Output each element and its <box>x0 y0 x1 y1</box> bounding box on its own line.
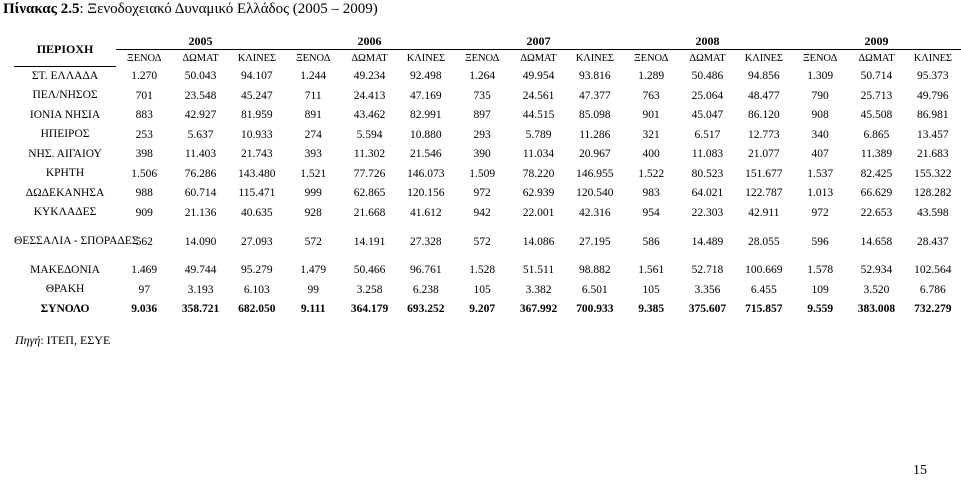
value-cell: 1.309 <box>807 70 834 82</box>
value-cell: 883 <box>135 109 153 122</box>
value-cell: 6.786 <box>919 283 946 296</box>
value-cell: 43.462 <box>353 109 386 122</box>
value-cell: 5.789 <box>525 128 552 141</box>
table-body <box>14 66 961 319</box>
value-cell: 375.607 <box>688 303 727 316</box>
subheader-cell: ΚΛΙΝΕΣ <box>575 52 614 64</box>
value-cell: 50.486 <box>691 70 724 82</box>
value-cell: 6.865 <box>863 128 890 141</box>
value-cell: 28.055 <box>748 235 780 248</box>
value-cell: 21.683 <box>917 148 949 161</box>
value-cell: 562 <box>135 235 153 248</box>
value-cell: 3.193 <box>187 283 214 296</box>
value-cell: 321 <box>642 128 660 141</box>
value-cell: 27.328 <box>410 235 442 248</box>
value-cell: 109 <box>811 283 829 296</box>
value-cell: 41.612 <box>410 206 442 219</box>
hotel-capacity-table <box>14 34 961 319</box>
page-number: 15 <box>913 463 927 478</box>
value-cell: 120.540 <box>576 187 614 200</box>
region-cell: ΜΑΚΕΔΟΝΙΑ <box>30 263 100 276</box>
value-cell: 3.356 <box>694 283 721 296</box>
value-cell: 983 <box>642 187 660 200</box>
region-column-header: ΠΕΡΙΟΧΗ <box>14 34 116 66</box>
subheader-cell: ΞΕΝΟΔ <box>296 52 331 64</box>
region-cell: ΗΠΕΙΡΟΣ <box>40 128 90 141</box>
value-cell: 23.548 <box>184 89 217 102</box>
subheader-cell: ΚΛΙΝΕΣ <box>406 52 445 64</box>
value-cell: 45.047 <box>691 109 724 122</box>
source-text: : ΙΤΕΠ, ΕΣΥΕ <box>40 333 111 347</box>
value-cell: 22.001 <box>522 206 555 219</box>
value-cell: 77.726 <box>353 167 386 180</box>
value-cell: 9.036 <box>131 303 158 316</box>
value-cell: 115.471 <box>238 187 276 200</box>
value-cell: 60.714 <box>184 187 217 200</box>
value-cell: 390 <box>473 148 491 161</box>
value-cell: 151.677 <box>745 167 783 180</box>
value-cell: 78.220 <box>522 167 555 180</box>
value-cell: 102.564 <box>914 264 952 277</box>
table-row <box>14 106 961 126</box>
value-cell: 97 <box>138 283 150 296</box>
value-cell: 100.669 <box>745 264 783 277</box>
value-cell: 64.021 <box>691 187 724 200</box>
value-cell: 9.207 <box>469 303 496 316</box>
table-title-label: Πίνακας 2.5 <box>3 1 80 17</box>
value-cell: 586 <box>642 235 660 248</box>
value-cell: 9.111 <box>300 303 326 316</box>
value-cell: 6.238 <box>412 283 439 296</box>
region-cell: ΔΩΔΕΚΑΝΗΣΑ <box>25 186 105 199</box>
value-cell: 52.934 <box>860 264 893 277</box>
year-header: 2008 <box>623 34 792 50</box>
value-cell: 95.373 <box>917 70 949 82</box>
table-title-text: : Ξενοδοχειακό Δυναμικό Ελλάδος (2005 – 2009) <box>79 1 378 17</box>
value-cell: 94.107 <box>241 70 273 82</box>
value-cell: 901 <box>642 109 660 122</box>
value-cell: 11.302 <box>353 148 386 161</box>
value-cell: 76.286 <box>184 167 217 180</box>
table-row <box>14 280 961 300</box>
value-cell: 572 <box>304 235 322 248</box>
value-cell: 400 <box>642 148 660 161</box>
value-cell: 80.523 <box>691 167 724 180</box>
value-cell: 9.559 <box>807 303 834 316</box>
value-cell: 9.385 <box>638 303 665 316</box>
value-cell: 105 <box>473 283 491 296</box>
value-cell: 98.882 <box>579 264 611 277</box>
subheader-cell: ΞΕΝΟΔ <box>465 52 500 64</box>
value-cell: 45.247 <box>241 89 273 102</box>
value-cell: 42.911 <box>748 206 780 219</box>
table-row <box>14 203 961 223</box>
value-cell: 155.322 <box>914 167 952 180</box>
value-cell: 11.389 <box>860 148 893 161</box>
value-cell: 891 <box>304 109 322 122</box>
value-cell: 86.120 <box>748 109 780 122</box>
value-cell: 954 <box>642 206 660 219</box>
value-cell: 711 <box>304 89 322 102</box>
value-cell: 732.279 <box>914 303 952 316</box>
value-cell: 14.090 <box>184 235 217 248</box>
value-cell: 13.457 <box>917 128 949 141</box>
value-cell: 22.303 <box>691 206 724 219</box>
value-cell: 1.264 <box>469 70 496 82</box>
table-title <box>3 0 378 19</box>
value-cell: 700.933 <box>576 303 614 316</box>
value-cell: 682.050 <box>238 303 276 316</box>
value-cell: 49.234 <box>353 70 386 82</box>
value-cell: 393 <box>304 148 322 161</box>
table-row <box>14 125 961 145</box>
value-cell: 85.098 <box>579 109 611 122</box>
value-cell: 62.939 <box>522 187 555 200</box>
value-cell: 358.721 <box>181 303 220 316</box>
value-cell: 82.425 <box>860 167 893 180</box>
value-cell: 928 <box>304 206 322 219</box>
value-cell: 11.286 <box>579 128 611 141</box>
value-cell: 10.880 <box>410 128 442 141</box>
value-cell: 24.561 <box>522 89 555 102</box>
value-cell: 398 <box>135 148 153 161</box>
value-cell: 86.981 <box>917 109 949 122</box>
value-cell: 21.743 <box>241 148 273 161</box>
value-cell: 908 <box>811 109 829 122</box>
value-cell: 988 <box>135 187 153 200</box>
region-cell: ΠΕΛ/ΝΗΣΟΣ <box>32 89 98 102</box>
table-row <box>14 164 961 184</box>
subheader-cell: ΚΛΙΝΕΣ <box>237 52 276 64</box>
value-cell: 364.179 <box>350 303 389 316</box>
region-cell: ΣΥΝΟΛΟ <box>40 302 90 315</box>
subheader-cell: ΔΩΜΑΤ <box>858 52 895 64</box>
value-cell: 122.787 <box>745 187 783 200</box>
value-cell: 3.258 <box>356 283 383 296</box>
subheader-cell: ΞΕΝΟΔ <box>802 52 838 64</box>
region-cell: ΘΕΣΣΑΛΙΑ - ΣΠΟΡΑΔΕΣ <box>14 235 139 247</box>
value-cell: 790 <box>811 89 829 102</box>
region-cell: ΝΗΣ. ΑΙΓΑΙΟΥ <box>28 147 102 160</box>
value-cell: 909 <box>135 206 153 219</box>
year-header-row <box>14 34 961 50</box>
value-cell: 40.635 <box>241 206 273 219</box>
subheader-cell: ΔΩΜΑΤ <box>520 52 557 64</box>
value-cell: 50.043 <box>184 70 217 82</box>
value-cell: 340 <box>811 128 829 141</box>
value-cell: 96.761 <box>410 264 442 277</box>
value-cell: 12.773 <box>748 128 780 141</box>
subheader-cell: ΞΕΝΟΔ <box>127 52 162 64</box>
value-cell: 94.856 <box>748 70 780 82</box>
value-cell: 1.289 <box>638 70 665 82</box>
value-cell: 5.637 <box>187 128 214 141</box>
value-cell: 6.501 <box>581 283 608 296</box>
value-cell: 999 <box>304 187 322 200</box>
value-cell: 24.413 <box>353 89 386 102</box>
value-cell: 143.480 <box>238 167 276 180</box>
year-header: 2006 <box>285 34 454 50</box>
value-cell: 1.537 <box>807 167 834 180</box>
value-cell: 6.455 <box>750 283 777 296</box>
value-cell: 14.086 <box>522 235 555 248</box>
value-cell: 92.498 <box>410 70 442 82</box>
value-cell: 1.469 <box>131 264 158 277</box>
table-row <box>14 145 961 165</box>
value-cell: 942 <box>473 206 491 219</box>
value-cell: 701 <box>135 89 153 102</box>
region-cell: ΙΟΝΙΑ ΝΗΣΙΑ <box>29 108 101 121</box>
value-cell: 45.508 <box>860 109 893 122</box>
value-cell: 407 <box>811 148 829 161</box>
value-cell: 274 <box>304 128 322 141</box>
value-cell: 21.136 <box>184 206 217 219</box>
value-cell: 93.816 <box>579 70 611 82</box>
value-cell: 897 <box>473 109 491 122</box>
subheader-cell: ΔΩΜΑΤ <box>182 52 219 64</box>
value-cell: 27.093 <box>241 235 273 248</box>
value-cell: 1.561 <box>638 264 665 277</box>
source-note <box>15 333 110 348</box>
table-row <box>14 86 961 106</box>
table-row <box>14 66 961 86</box>
value-cell: 3.382 <box>525 283 552 296</box>
value-cell: 51.511 <box>522 264 555 277</box>
subheader-cell: ΔΩΜΑΤ <box>689 52 726 64</box>
value-cell: 120.156 <box>407 187 445 200</box>
value-cell: 11.083 <box>691 148 724 161</box>
value-cell: 253 <box>135 128 153 141</box>
value-cell: 367.992 <box>519 303 558 316</box>
value-cell: 49.744 <box>184 264 217 277</box>
value-cell: 146.073 <box>407 167 445 180</box>
value-cell: 1.521 <box>300 167 327 180</box>
value-cell: 1.528 <box>469 264 496 277</box>
year-header: 2009 <box>792 34 961 50</box>
subheader-row <box>14 50 961 67</box>
value-cell: 128.282 <box>914 187 952 200</box>
value-cell: 25.064 <box>691 89 724 102</box>
region-cell: ΘΡΑΚΗ <box>45 283 85 296</box>
year-header: 2007 <box>454 34 623 50</box>
table-row <box>14 223 961 261</box>
region-cell: ΚΥΚΛΑΔΕΣ <box>33 206 97 219</box>
value-cell: 49.796 <box>917 89 949 102</box>
value-cell: 693.252 <box>407 303 445 316</box>
value-cell: 10.933 <box>241 128 273 141</box>
subheader-cell: ΞΕΝΟΔ <box>634 52 669 64</box>
value-cell: 28.437 <box>917 235 949 248</box>
value-cell: 50.714 <box>860 70 893 82</box>
table-row <box>14 300 961 320</box>
value-cell: 596 <box>811 235 829 248</box>
value-cell: 48.477 <box>748 89 780 102</box>
year-header: 2005 <box>116 34 285 50</box>
subheader-cell: ΚΛΙΝΕΣ <box>913 52 952 64</box>
source-label: Πηγή <box>15 333 41 347</box>
value-cell: 14.191 <box>353 235 386 248</box>
value-cell: 763 <box>642 89 660 102</box>
value-cell: 572 <box>473 235 491 248</box>
value-cell: 82.991 <box>410 109 442 122</box>
value-cell: 21.077 <box>748 148 780 161</box>
value-cell: 972 <box>811 206 829 219</box>
value-cell: 21.546 <box>410 148 442 161</box>
subheader-cell: ΚΛΙΝΕΣ <box>744 52 783 64</box>
value-cell: 99 <box>307 283 319 296</box>
table-row <box>14 184 961 204</box>
value-cell: 383.008 <box>857 303 896 316</box>
region-cell: ΚΡΗΤΗ <box>45 167 85 180</box>
value-cell: 14.489 <box>691 235 724 248</box>
value-cell: 972 <box>473 187 491 200</box>
value-cell: 1.506 <box>131 167 158 180</box>
value-cell: 146.955 <box>576 167 614 180</box>
value-cell: 1.509 <box>469 167 496 180</box>
value-cell: 27.195 <box>579 235 611 248</box>
value-cell: 47.169 <box>410 89 442 102</box>
value-cell: 22.653 <box>860 206 893 219</box>
value-cell: 43.598 <box>917 206 949 219</box>
value-cell: 52.718 <box>691 264 724 277</box>
value-cell: 20.967 <box>579 148 611 161</box>
value-cell: 21.668 <box>353 206 386 219</box>
value-cell: 5.594 <box>356 128 383 141</box>
value-cell: 95.279 <box>241 264 273 277</box>
value-cell: 3.520 <box>863 283 890 296</box>
value-cell: 1.578 <box>807 264 834 277</box>
value-cell: 49.954 <box>522 70 555 82</box>
subheader-cell: ΔΩΜΑΤ <box>351 52 388 64</box>
value-cell: 42.316 <box>579 206 611 219</box>
value-cell: 11.403 <box>184 148 217 161</box>
value-cell: 11.034 <box>522 148 555 161</box>
value-cell: 62.865 <box>353 187 386 200</box>
value-cell: 47.377 <box>579 89 611 102</box>
value-cell: 1.270 <box>131 70 158 82</box>
value-cell: 66.629 <box>860 187 893 200</box>
value-cell: 293 <box>473 128 491 141</box>
value-cell: 25.713 <box>860 89 893 102</box>
value-cell: 1.522 <box>638 167 665 180</box>
value-cell: 1.244 <box>300 70 327 82</box>
value-cell: 42.927 <box>184 109 217 122</box>
value-cell: 1.013 <box>807 187 834 200</box>
value-cell: 1.479 <box>300 264 327 277</box>
value-cell: 50.466 <box>353 264 386 277</box>
value-cell: 6.103 <box>243 283 270 296</box>
table-row <box>14 261 961 281</box>
value-cell: 44.515 <box>522 109 555 122</box>
value-cell: 14.658 <box>860 235 893 248</box>
value-cell: 715.857 <box>745 303 783 316</box>
value-cell: 6.517 <box>694 128 721 141</box>
value-cell: 105 <box>642 283 660 296</box>
value-cell: 735 <box>473 89 491 102</box>
value-cell: 81.959 <box>241 109 273 122</box>
region-cell: ΣΤ. ΕΛΛΑΔΑ <box>31 69 99 82</box>
